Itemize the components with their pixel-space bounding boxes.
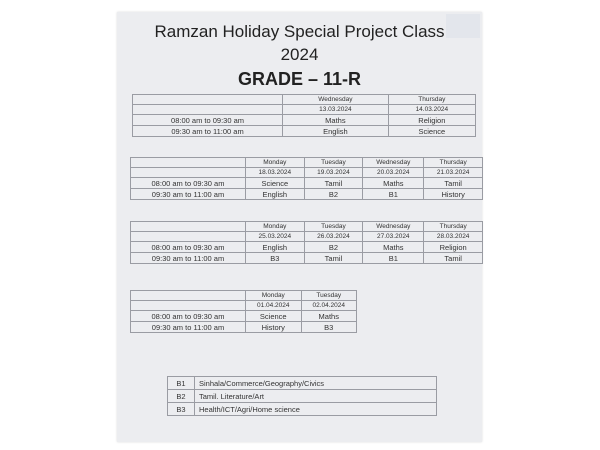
date-header: 18.03.2024 (246, 168, 305, 178)
corner-cell (133, 95, 283, 105)
date-header: 19.03.2024 (304, 168, 363, 178)
subject-cell: B1 (363, 253, 424, 264)
subject-cell: Tamil (304, 253, 363, 264)
legend-row (168, 390, 437, 403)
subject-cell: History (424, 189, 483, 200)
subject-cell: Tamil (424, 253, 483, 264)
day-header: Monday (246, 291, 302, 301)
date-header: 21.03.2024 (424, 168, 483, 178)
date-header: 27.03.2024 (363, 232, 424, 242)
subject-cell: Religion (388, 115, 475, 126)
subject-cell: Tamil (304, 178, 363, 189)
schedule-table-week4 (130, 290, 357, 333)
schedule-table-week1 (132, 94, 476, 137)
time-slot: 09:30 am to 11:00 am (131, 322, 246, 333)
subject-cell: B2 (304, 189, 363, 200)
day-header: Wednesday (363, 158, 424, 168)
date-header: 14.03.2024 (388, 105, 475, 115)
time-slot: 08:00 am to 09:30 am (131, 178, 246, 189)
legend-code: B3 (168, 403, 195, 416)
corner-cell (131, 291, 246, 301)
corner-cell (131, 232, 246, 242)
time-slot: 08:00 am to 09:30 am (131, 311, 246, 322)
time-slot: 09:30 am to 11:00 am (131, 189, 246, 200)
corner-cell (131, 158, 246, 168)
corner-cell (133, 105, 283, 115)
date-header: 02.04.2024 (301, 301, 357, 311)
date-header: 13.03.2024 (283, 105, 389, 115)
corner-cell (131, 168, 246, 178)
time-slot: 09:30 am to 11:00 am (131, 253, 246, 264)
page-year: 2024 (280, 45, 319, 64)
legend-text: Health/ICT/Agri/Home science (195, 403, 437, 416)
date-header: 28.03.2024 (424, 232, 483, 242)
subject-cell: Maths (363, 178, 424, 189)
basket-legend (167, 376, 437, 416)
subject-cell: Maths (363, 242, 424, 253)
legend-code: B1 (168, 377, 195, 390)
legend-text: Sinhala/Commerce/Geography/Civics (195, 377, 437, 390)
schedule-table-week2 (130, 157, 483, 200)
date-header: 01.04.2024 (246, 301, 302, 311)
subject-cell: Religion (424, 242, 483, 253)
subject-cell: History (246, 322, 302, 333)
subject-cell: B3 (246, 253, 305, 264)
document-page (117, 12, 482, 442)
day-header: Wednesday (363, 222, 424, 232)
day-header: Monday (246, 158, 305, 168)
corner-cell (131, 301, 246, 311)
subject-cell: B1 (363, 189, 424, 200)
day-header: Tuesday (304, 222, 363, 232)
date-header: 20.03.2024 (363, 168, 424, 178)
corner-cell (131, 222, 246, 232)
day-header: Tuesday (304, 158, 363, 168)
day-header: Thursday (388, 95, 475, 105)
time-slot: 08:00 am to 09:30 am (133, 115, 283, 126)
legend-row (168, 403, 437, 416)
date-header: 26.03.2024 (304, 232, 363, 242)
schedule-table-week3 (130, 221, 483, 264)
time-slot: 08:00 am to 09:30 am (131, 242, 246, 253)
day-header: Thursday (424, 158, 483, 168)
day-header: Wednesday (283, 95, 389, 105)
subject-cell: English (246, 242, 305, 253)
subject-cell: B3 (301, 322, 357, 333)
legend-row (168, 377, 437, 390)
subject-cell: Science (388, 126, 475, 137)
date-header: 25.03.2024 (246, 232, 305, 242)
subject-cell: Science (246, 178, 305, 189)
day-header: Tuesday (301, 291, 357, 301)
subject-cell: Maths (283, 115, 389, 126)
subject-cell: Maths (301, 311, 357, 322)
page-title: Ramzan Holiday Special Project Class (154, 22, 445, 41)
subject-cell: Tamil (424, 178, 483, 189)
subject-cell: B2 (304, 242, 363, 253)
subject-cell: English (283, 126, 389, 137)
subject-cell: Science (246, 311, 302, 322)
page-grade: GRADE – 11-R (237, 69, 362, 89)
time-slot: 09:30 am to 11:00 am (133, 126, 283, 137)
day-header: Thursday (424, 222, 483, 232)
day-header: Monday (246, 222, 305, 232)
subject-cell: English (246, 189, 305, 200)
legend-code: B2 (168, 390, 195, 403)
legend-text: Tamil. Literature/Art (195, 390, 437, 403)
